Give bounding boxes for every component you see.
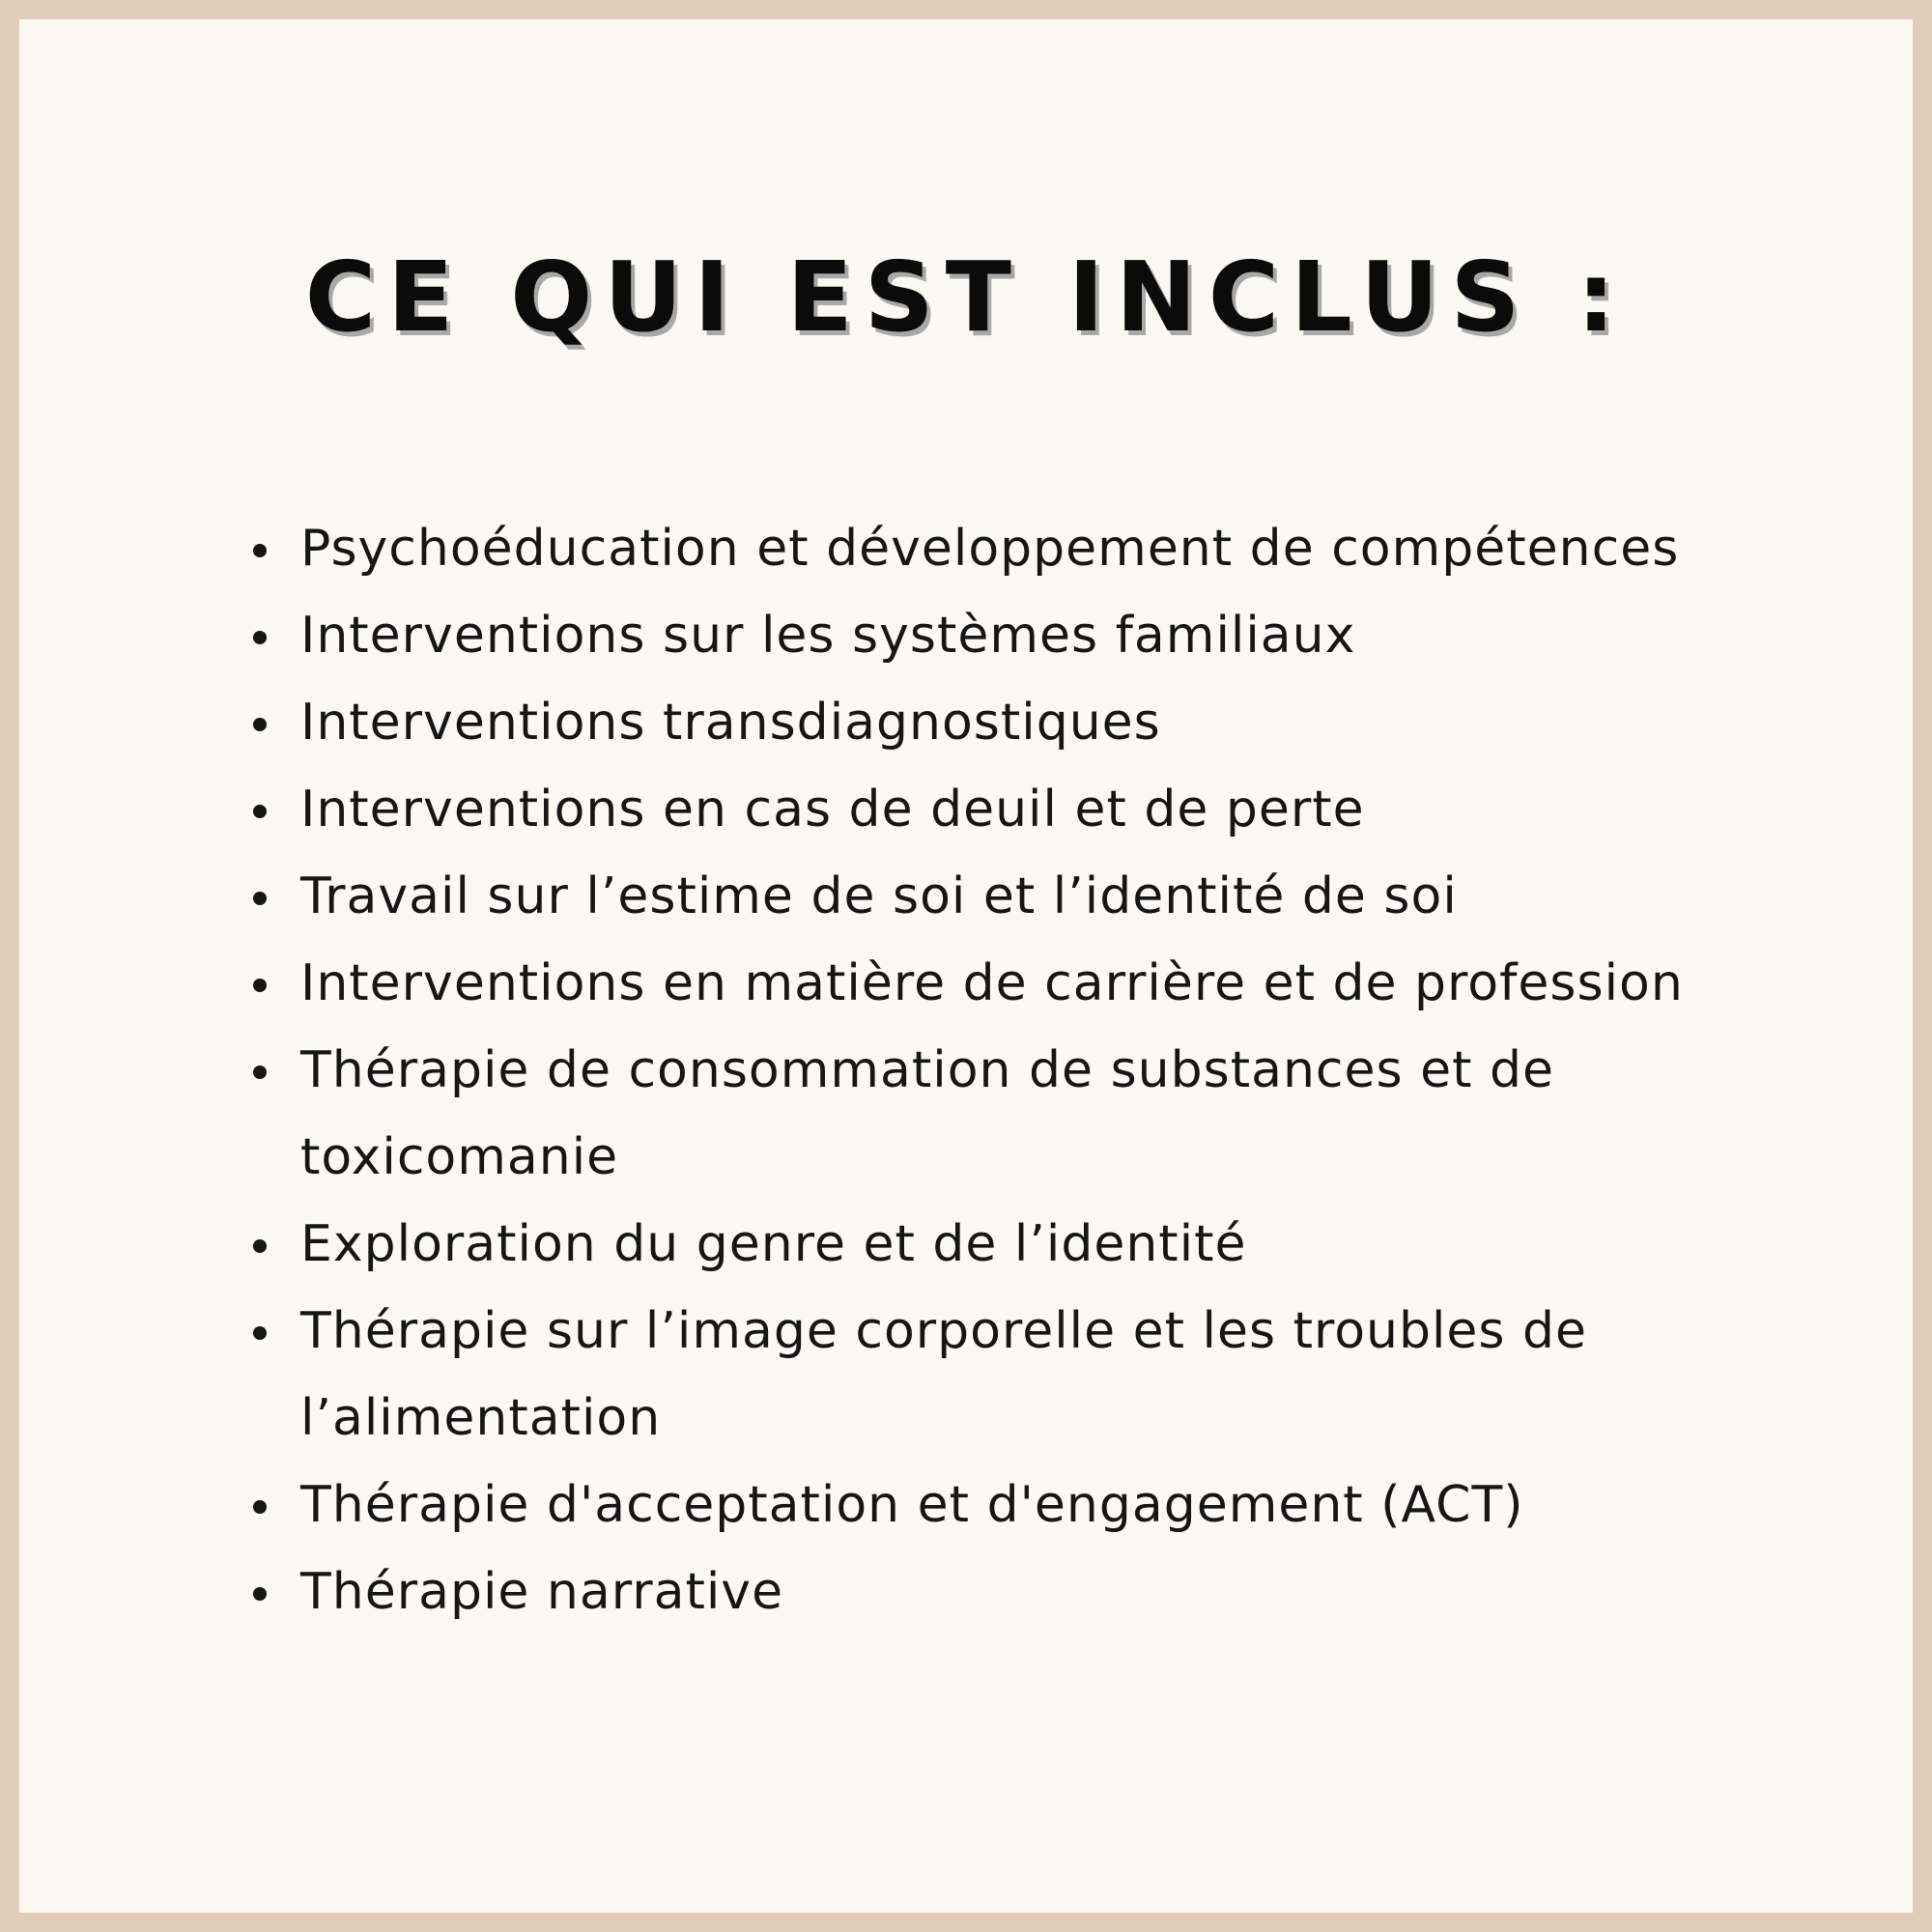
list-item-text: Psychoéducation et développement de compétences (300, 520, 1680, 578)
list-item-text: Travail sur l’estime de soi et l’identité de soi (300, 867, 1458, 925)
list-item-text: Thérapie de consommation de substances et de toxicomanie (300, 1041, 1555, 1186)
list-item (240, 1027, 1785, 1201)
list-item (240, 853, 1785, 940)
list-item (240, 766, 1785, 853)
list-item-text: Interventions transdiagnostiques (300, 694, 1161, 752)
list-item (240, 940, 1785, 1027)
bullet-icon (253, 805, 267, 818)
bullet-icon (253, 631, 267, 644)
page-title: CE QUI EST INCLUS : (304, 241, 1628, 354)
bullet-icon (253, 979, 267, 992)
list-item-text: Exploration du genre et de l’identité (300, 1215, 1247, 1273)
bullet-icon (253, 892, 267, 905)
bullet-icon (253, 1587, 267, 1601)
bullet-icon (253, 1065, 267, 1079)
list-item (240, 679, 1785, 766)
list-item-text: Interventions en matière de carrière et de profession (300, 954, 1684, 1012)
list-item (240, 592, 1785, 679)
bullet-icon (253, 544, 267, 557)
bullet-icon (253, 718, 267, 731)
list-item-text: Thérapie d'acceptation et d'engagement (ACT) (300, 1476, 1524, 1534)
list-item (240, 505, 1785, 592)
list-item (240, 1462, 1785, 1548)
bullet-icon (253, 1239, 267, 1253)
bullet-icon (253, 1326, 267, 1340)
list-item-text: Thérapie sur l’image corporelle et les troubles de l’alimentation (300, 1302, 1588, 1447)
list-item (240, 1548, 1785, 1635)
list-item-text: Thérapie narrative (300, 1563, 784, 1621)
bullet-icon (253, 1500, 267, 1514)
list-item (240, 1201, 1785, 1288)
list-item (240, 1288, 1785, 1462)
list-item-text: Interventions en cas de deuil et de perte (300, 781, 1365, 838)
list-item-text: Interventions sur les systèmes familiaux (300, 607, 1356, 665)
included-services-list (240, 505, 1785, 1635)
